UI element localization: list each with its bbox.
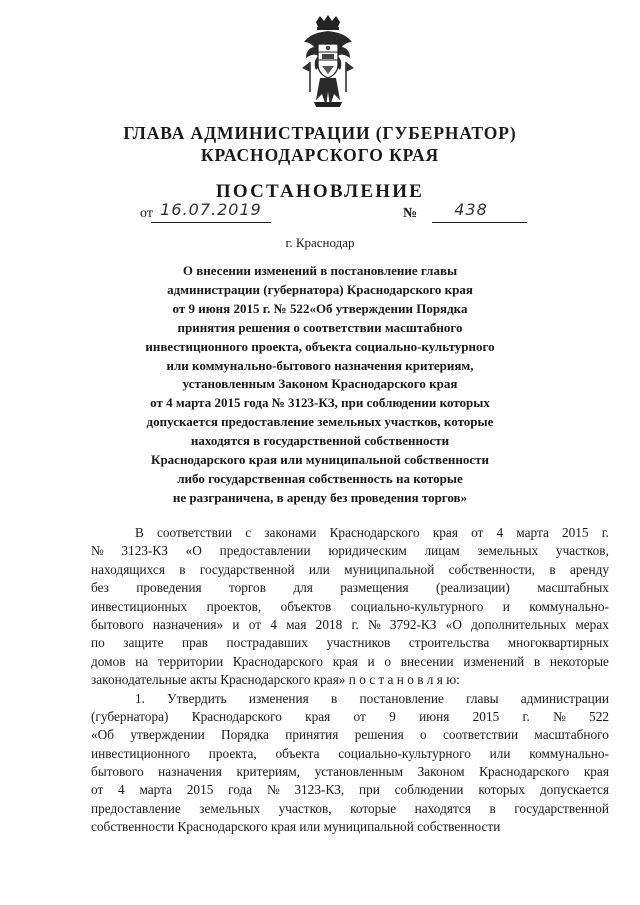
body-line <box>91 690 609 708</box>
body-word: предоставление <box>91 800 181 816</box>
body-line <box>91 763 609 781</box>
body-word: бытового <box>91 764 144 780</box>
body-word: и <box>367 653 375 669</box>
body-word: принятия <box>285 727 339 743</box>
body-word: и <box>232 616 240 632</box>
title-line: не разграничена, в аренду без проведения торгов» <box>172 489 468 505</box>
body-word: № <box>553 708 566 724</box>
issuer-line-2: КРАСНОДАРСКОГО КРАЯ <box>200 145 440 165</box>
body-word: аренду <box>570 561 609 577</box>
body-word: Краснодарского <box>191 708 282 724</box>
document-title <box>120 262 520 508</box>
body-line-text: собственности Краснодарского края или муниципальной собственности <box>91 819 501 835</box>
body-word: 9 <box>389 708 396 724</box>
body-word: многоквартирных <box>507 635 609 651</box>
date-value: 16.07.2019 <box>160 200 262 219</box>
body-word: лицам <box>424 543 460 559</box>
body-word: г. <box>522 708 530 724</box>
body-word: соблюдении <box>394 782 464 798</box>
body-word: 4 <box>496 525 504 540</box>
body-word: дополнительных <box>471 616 567 632</box>
body-word: законами <box>264 525 317 540</box>
body-line <box>91 708 609 726</box>
body-word: объектов <box>280 598 332 614</box>
body-word: которых <box>478 782 526 798</box>
body-word: размещения <box>340 580 409 596</box>
coat-of-arms-emblem <box>300 14 356 110</box>
body-word: находящихся <box>91 561 165 577</box>
title-line: О внесении изменений в постановление главы <box>182 263 458 278</box>
body-word: проекта, <box>208 745 257 761</box>
body-word: участков, <box>278 800 332 816</box>
body-word: 1. <box>135 690 145 706</box>
body-line <box>91 634 609 652</box>
body-word: «О <box>445 616 462 632</box>
body-word: утверждении <box>130 727 205 743</box>
body-word: проведения <box>136 580 202 596</box>
body-word: участников <box>326 635 391 651</box>
date-underline <box>151 222 271 223</box>
body-word: 4 <box>270 616 277 632</box>
body-word: для <box>293 580 313 596</box>
body-word: от <box>91 782 104 798</box>
body-word: проектов, <box>206 598 262 614</box>
document-body <box>91 524 609 837</box>
title-line: находятся в государственной собственности <box>190 433 450 449</box>
body-word: находятся <box>414 800 471 816</box>
body-word: государственной <box>514 800 609 816</box>
body-word: строительства <box>408 635 490 651</box>
title-line: от 4 марта 2015 года № 3123-КЗ, при соблюдении которых <box>150 395 490 411</box>
body-word: (реализации) <box>436 580 510 596</box>
title-line: Краснодарского края или муниципальной собственности <box>151 452 489 468</box>
body-line <box>91 818 609 836</box>
body-line <box>91 800 609 818</box>
body-word: Утвердить <box>167 690 227 706</box>
body-word: или <box>308 561 330 577</box>
body-word: В <box>135 525 144 540</box>
body-word: социально-культурного <box>338 745 471 761</box>
body-word: 2015 <box>472 708 500 724</box>
title-line: администрации (губернатора) Краснодарского края <box>167 281 473 297</box>
body-word: № <box>367 616 381 632</box>
body-line <box>91 671 609 689</box>
body-word: предоставлении <box>219 543 311 559</box>
body-word: от <box>471 525 484 540</box>
body-word: собственности, <box>448 561 536 577</box>
body-word: главы <box>466 690 499 706</box>
body-word: 3123-КЗ, <box>294 782 345 798</box>
body-word: и <box>502 598 510 614</box>
body-line <box>91 598 609 616</box>
body-line <box>91 726 609 744</box>
body-word: края <box>332 653 358 669</box>
body-word: при <box>359 782 380 798</box>
body-word: края <box>305 708 331 724</box>
body-word: края <box>432 525 458 540</box>
body-word: юридическим <box>328 543 407 559</box>
body-line <box>91 745 609 763</box>
body-word: инвестиционного <box>91 745 191 761</box>
body-word: г. <box>351 616 359 632</box>
issuer-line-1: ГЛАВА АДМИНИСТРАЦИИ (ГУБЕРНАТОР) <box>123 123 517 143</box>
body-word: масштабных <box>537 580 609 596</box>
title-line: от 9 июня 2015 г. № 522«Об утверждении Порядка <box>172 300 468 316</box>
body-word: в <box>533 653 541 669</box>
body-word: государственной <box>199 561 295 577</box>
body-word: 522 <box>589 708 609 724</box>
body-word: от <box>353 708 366 724</box>
body-word: года <box>228 782 253 798</box>
body-word: Краснодарского <box>479 764 570 780</box>
city-label: г. Краснодар <box>285 235 355 250</box>
body-word: в <box>330 690 338 706</box>
body-word: о <box>420 727 427 743</box>
body-word: домов <box>91 653 126 669</box>
body-word: июня <box>419 708 450 724</box>
number-label: № <box>403 206 418 221</box>
body-word: «Об <box>91 727 115 743</box>
body-line <box>91 579 609 597</box>
body-word: коммунально- <box>529 598 609 614</box>
body-word: критериям, <box>236 764 301 780</box>
body-word: которые <box>350 800 397 816</box>
body-word: № <box>266 782 280 798</box>
body-word: 2018 <box>315 616 343 632</box>
body-word: Порядка <box>221 727 269 743</box>
body-line <box>91 542 609 560</box>
date-label: от <box>140 206 153 221</box>
body-word: в <box>179 561 186 577</box>
body-word: мая <box>286 616 307 632</box>
title-line: инвестиционного проекта, объекта социально-культурного <box>145 338 495 354</box>
body-word: изменения <box>248 690 309 706</box>
body-word: 3792-КЗ <box>389 616 437 632</box>
body-word: пострадавших <box>226 635 308 651</box>
body-word: Краснодарского <box>329 525 420 540</box>
body-word: коммунально- <box>529 745 609 761</box>
body-word: или <box>489 745 511 761</box>
body-word: бытового <box>91 616 144 632</box>
body-word: изменений <box>463 653 525 669</box>
body-line <box>91 616 609 634</box>
body-word: по <box>91 635 105 651</box>
body-word: мерах <box>575 616 609 632</box>
body-word: в <box>549 561 556 577</box>
body-word: 4 <box>118 782 125 798</box>
body-line <box>91 653 609 671</box>
body-word: «О <box>185 543 202 559</box>
title-line: установленным Законом Краснодарского края <box>182 376 458 392</box>
body-word: муниципальной <box>344 561 435 577</box>
body-line <box>91 524 609 542</box>
body-word: без <box>91 580 109 596</box>
number-value: 438 <box>454 200 488 219</box>
body-word: на <box>135 653 149 669</box>
body-word: территории <box>157 653 224 669</box>
body-word: прав <box>182 635 208 651</box>
body-word: марта <box>516 525 549 540</box>
body-word: о <box>384 653 392 669</box>
body-word: инвестиционных <box>91 598 188 614</box>
number-underline <box>432 222 527 223</box>
body-line <box>91 781 609 799</box>
body-word: назначения <box>158 764 222 780</box>
body-line <box>91 561 609 579</box>
body-word: масштабного <box>534 727 609 743</box>
body-word: соответствии <box>442 727 519 743</box>
body-word: 2015 <box>561 525 589 540</box>
body-word: края <box>583 764 609 780</box>
body-word: торгов <box>229 580 266 596</box>
body-word: решения <box>354 727 404 743</box>
body-word: (губернатора) <box>91 708 169 724</box>
title-line: или коммунально-бытового назначения критериям, <box>166 357 474 373</box>
title-line: принятия решения о соответствии масштабного <box>177 319 463 335</box>
body-word: от <box>248 616 262 632</box>
body-word: назначения» <box>152 616 224 632</box>
body-word: № <box>91 543 104 559</box>
body-word: земельных <box>199 800 261 816</box>
body-word: участков, <box>555 543 609 559</box>
title-line: допускается предоставление земельных участков, которые <box>146 414 494 430</box>
body-word: допускается <box>539 782 609 798</box>
document-type: ПОСТАНОВЛЕНИЕ <box>215 181 425 202</box>
body-word: в <box>489 800 496 816</box>
body-word: г. <box>601 525 609 540</box>
body-word: земельных <box>477 543 539 559</box>
title-line: либо государственная собственность на которые <box>177 470 463 486</box>
body-word: администрации <box>520 690 609 706</box>
body-word: социально-культурного <box>350 598 484 614</box>
body-word: установленным <box>314 764 404 780</box>
body-word: 3123-КЗ <box>121 543 168 559</box>
body-word: с <box>245 525 252 540</box>
body-word: внесении <box>400 653 454 669</box>
body-word: марта <box>139 782 173 798</box>
body-word: защите <box>123 635 164 651</box>
body-word: постановление <box>359 690 444 706</box>
body-word: 2015 <box>186 782 214 798</box>
body-word: некоторые <box>549 653 609 669</box>
body-word: соответствии <box>157 525 233 540</box>
body-word: объекта <box>275 745 320 761</box>
body-word: Краснодарского <box>232 653 324 669</box>
body-word: Законом <box>417 764 465 780</box>
body-line-text: законодательные акты Краснодарского края» п о с т а н о в л я ю: <box>91 672 460 688</box>
